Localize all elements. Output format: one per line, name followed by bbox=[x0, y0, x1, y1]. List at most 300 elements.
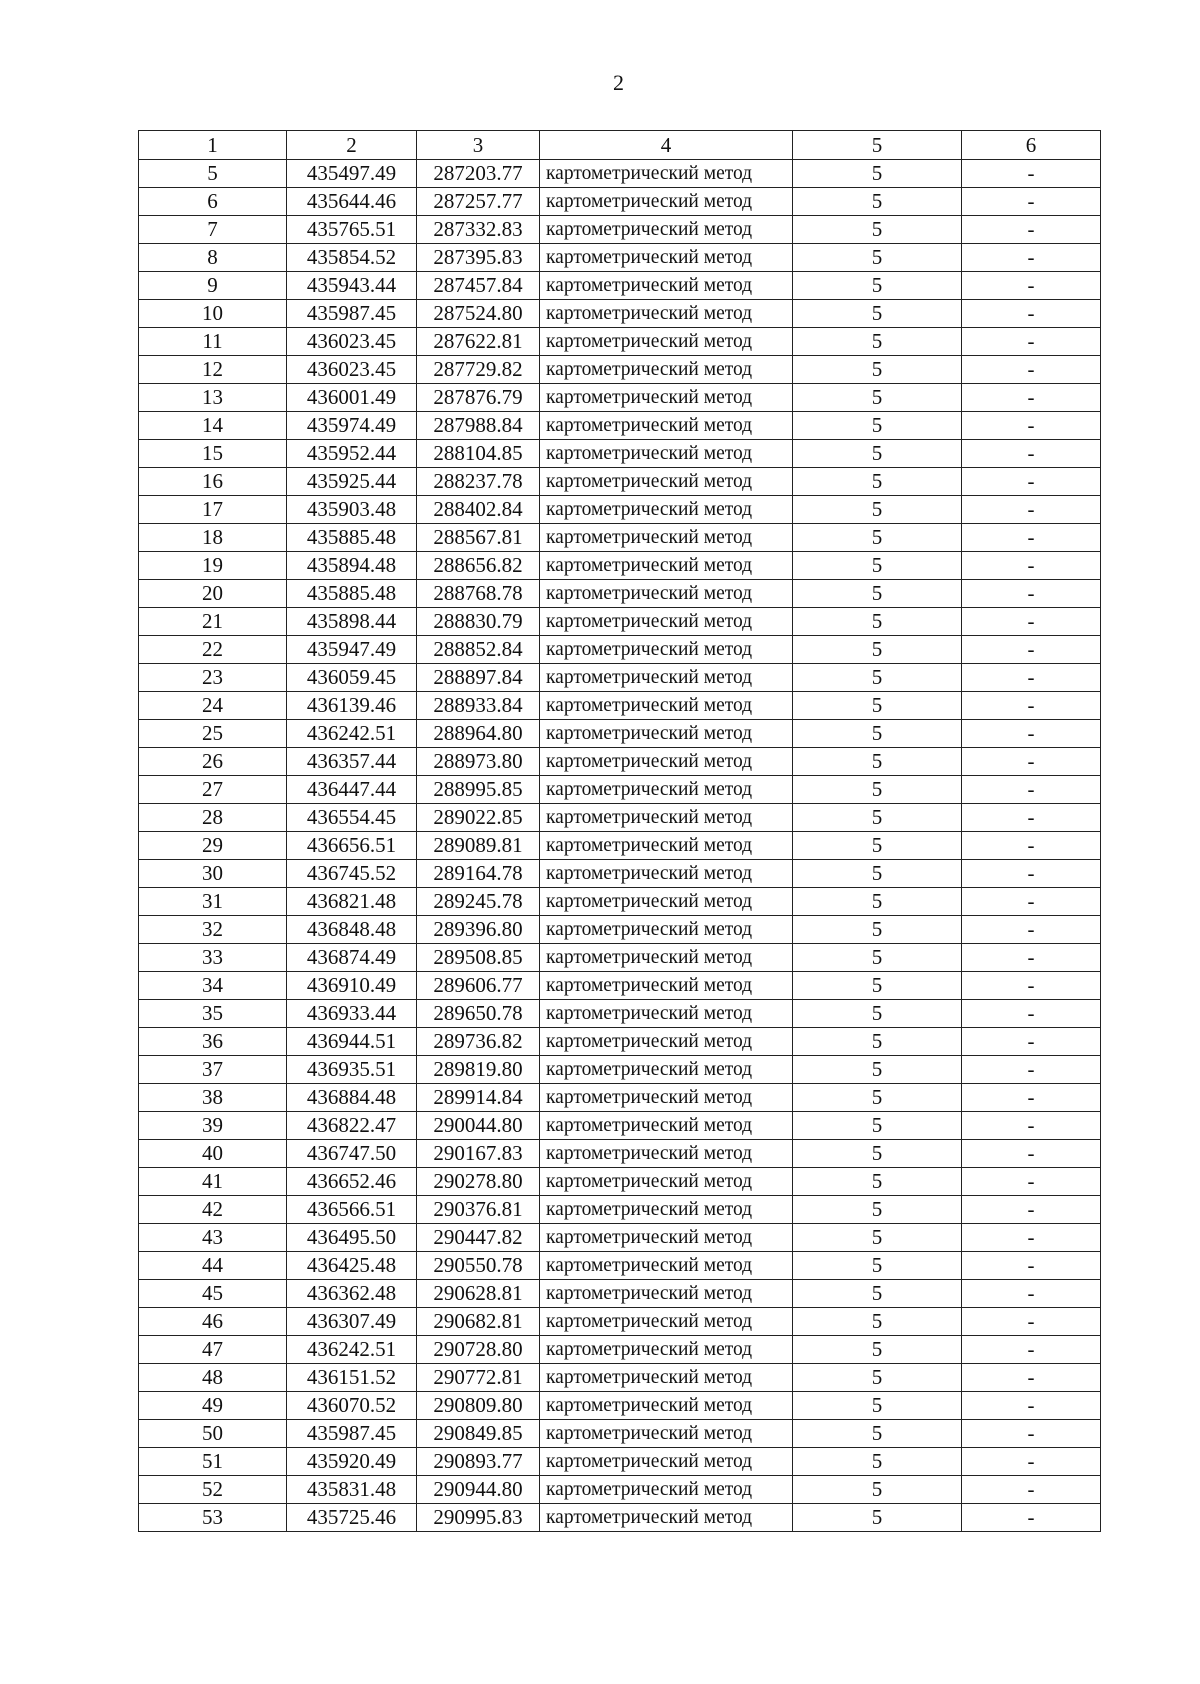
accuracy-cell: 5 bbox=[793, 272, 962, 300]
table-row bbox=[139, 664, 1101, 692]
point-number-cell: 17 bbox=[139, 496, 287, 524]
x-coordinate-cell: 436362.48 bbox=[287, 1280, 417, 1308]
note-cell: - bbox=[962, 860, 1101, 888]
page-number: 2 bbox=[613, 70, 624, 95]
note-cell: - bbox=[962, 608, 1101, 636]
point-number-cell: 27 bbox=[139, 776, 287, 804]
method-cell: картометрический метод bbox=[540, 524, 793, 552]
table-row bbox=[139, 1392, 1101, 1420]
table-row bbox=[139, 216, 1101, 244]
method-cell: картометрический метод bbox=[540, 1000, 793, 1028]
x-coordinate-cell: 436747.50 bbox=[287, 1140, 417, 1168]
note-cell: - bbox=[962, 1196, 1101, 1224]
note-cell: - bbox=[962, 1448, 1101, 1476]
coordinates-table bbox=[138, 130, 1101, 1532]
note-cell: - bbox=[962, 804, 1101, 832]
y-coordinate-cell: 290550.78 bbox=[417, 1252, 540, 1280]
note-cell: - bbox=[962, 748, 1101, 776]
x-coordinate-cell: 435854.52 bbox=[287, 244, 417, 272]
method-cell: картометрический метод bbox=[540, 804, 793, 832]
note-cell: - bbox=[962, 440, 1101, 468]
accuracy-cell: 5 bbox=[793, 356, 962, 384]
point-number-cell: 34 bbox=[139, 972, 287, 1000]
x-coordinate-cell: 435947.49 bbox=[287, 636, 417, 664]
note-cell: - bbox=[962, 1504, 1101, 1532]
point-number-cell: 19 bbox=[139, 552, 287, 580]
method-cell: картометрический метод bbox=[540, 1140, 793, 1168]
accuracy-cell: 5 bbox=[793, 776, 962, 804]
accuracy-cell: 5 bbox=[793, 496, 962, 524]
note-cell: - bbox=[962, 384, 1101, 412]
x-coordinate-cell: 435894.48 bbox=[287, 552, 417, 580]
y-coordinate-cell: 288830.79 bbox=[417, 608, 540, 636]
accuracy-cell: 5 bbox=[793, 524, 962, 552]
table-row bbox=[139, 1252, 1101, 1280]
table-row bbox=[139, 1448, 1101, 1476]
x-coordinate-cell: 436910.49 bbox=[287, 972, 417, 1000]
point-number-cell: 44 bbox=[139, 1252, 287, 1280]
y-coordinate-cell: 289396.80 bbox=[417, 916, 540, 944]
table-row bbox=[139, 244, 1101, 272]
accuracy-cell: 5 bbox=[793, 832, 962, 860]
table-row bbox=[139, 1364, 1101, 1392]
header-row bbox=[139, 131, 1101, 160]
y-coordinate-cell: 289164.78 bbox=[417, 860, 540, 888]
note-cell: - bbox=[962, 524, 1101, 552]
x-coordinate-cell: 436935.51 bbox=[287, 1056, 417, 1084]
y-coordinate-cell: 288104.85 bbox=[417, 440, 540, 468]
table-row bbox=[139, 1000, 1101, 1028]
table-row bbox=[139, 496, 1101, 524]
note-cell: - bbox=[962, 1392, 1101, 1420]
table-row bbox=[139, 1140, 1101, 1168]
x-coordinate-cell: 435920.49 bbox=[287, 1448, 417, 1476]
point-number-cell: 12 bbox=[139, 356, 287, 384]
point-number-cell: 50 bbox=[139, 1420, 287, 1448]
accuracy-cell: 5 bbox=[793, 1252, 962, 1280]
accuracy-cell: 5 bbox=[793, 1504, 962, 1532]
method-cell: картометрический метод bbox=[540, 916, 793, 944]
point-number-cell: 52 bbox=[139, 1476, 287, 1504]
method-cell: картометрический метод bbox=[540, 1308, 793, 1336]
column-header-5: 5 bbox=[793, 131, 962, 160]
y-coordinate-cell: 290944.80 bbox=[417, 1476, 540, 1504]
accuracy-cell: 5 bbox=[793, 328, 962, 356]
note-cell: - bbox=[962, 1224, 1101, 1252]
y-coordinate-cell: 289914.84 bbox=[417, 1084, 540, 1112]
table-row bbox=[139, 916, 1101, 944]
accuracy-cell: 5 bbox=[793, 1112, 962, 1140]
method-cell: картометрический метод bbox=[540, 888, 793, 916]
method-cell: картометрический метод bbox=[540, 160, 793, 188]
method-cell: картометрический метод bbox=[540, 608, 793, 636]
point-number-cell: 36 bbox=[139, 1028, 287, 1056]
table-row bbox=[139, 384, 1101, 412]
x-coordinate-cell: 435725.46 bbox=[287, 1504, 417, 1532]
x-coordinate-cell: 436745.52 bbox=[287, 860, 417, 888]
note-cell: - bbox=[962, 1280, 1101, 1308]
method-cell: картометрический метод bbox=[540, 580, 793, 608]
accuracy-cell: 5 bbox=[793, 692, 962, 720]
point-number-cell: 8 bbox=[139, 244, 287, 272]
table-row bbox=[139, 1112, 1101, 1140]
table-row bbox=[139, 804, 1101, 832]
table-row bbox=[139, 1336, 1101, 1364]
x-coordinate-cell: 435898.44 bbox=[287, 608, 417, 636]
note-cell: - bbox=[962, 692, 1101, 720]
y-coordinate-cell: 288402.84 bbox=[417, 496, 540, 524]
accuracy-cell: 5 bbox=[793, 244, 962, 272]
note-cell: - bbox=[962, 1420, 1101, 1448]
note-cell: - bbox=[962, 1168, 1101, 1196]
table-row bbox=[139, 160, 1101, 188]
x-coordinate-cell: 435885.48 bbox=[287, 580, 417, 608]
table-row bbox=[139, 1308, 1101, 1336]
table-row bbox=[139, 1168, 1101, 1196]
table-row bbox=[139, 272, 1101, 300]
accuracy-cell: 5 bbox=[793, 1280, 962, 1308]
point-number-cell: 41 bbox=[139, 1168, 287, 1196]
y-coordinate-cell: 290682.81 bbox=[417, 1308, 540, 1336]
x-coordinate-cell: 436884.48 bbox=[287, 1084, 417, 1112]
y-coordinate-cell: 288897.84 bbox=[417, 664, 540, 692]
y-coordinate-cell: 288237.78 bbox=[417, 468, 540, 496]
table-row bbox=[139, 468, 1101, 496]
point-number-cell: 5 bbox=[139, 160, 287, 188]
point-number-cell: 33 bbox=[139, 944, 287, 972]
y-coordinate-cell: 290728.80 bbox=[417, 1336, 540, 1364]
y-coordinate-cell: 290447.82 bbox=[417, 1224, 540, 1252]
y-coordinate-cell: 289819.80 bbox=[417, 1056, 540, 1084]
note-cell: - bbox=[962, 1140, 1101, 1168]
method-cell: картометрический метод bbox=[540, 1336, 793, 1364]
note-cell: - bbox=[962, 832, 1101, 860]
point-number-cell: 13 bbox=[139, 384, 287, 412]
method-cell: картометрический метод bbox=[540, 720, 793, 748]
y-coordinate-cell: 287332.83 bbox=[417, 216, 540, 244]
accuracy-cell: 5 bbox=[793, 888, 962, 916]
table-row bbox=[139, 328, 1101, 356]
point-number-cell: 28 bbox=[139, 804, 287, 832]
point-number-cell: 11 bbox=[139, 328, 287, 356]
y-coordinate-cell: 290995.83 bbox=[417, 1504, 540, 1532]
method-cell: картометрический метод bbox=[540, 1364, 793, 1392]
point-number-cell: 14 bbox=[139, 412, 287, 440]
method-cell: картометрический метод bbox=[540, 272, 793, 300]
method-cell: картометрический метод bbox=[540, 748, 793, 776]
table-row bbox=[139, 832, 1101, 860]
method-cell: картометрический метод bbox=[540, 552, 793, 580]
point-number-cell: 10 bbox=[139, 300, 287, 328]
accuracy-cell: 5 bbox=[793, 1196, 962, 1224]
column-header-2: 2 bbox=[287, 131, 417, 160]
note-cell: - bbox=[962, 300, 1101, 328]
table-row bbox=[139, 1224, 1101, 1252]
method-cell: картометрический метод bbox=[540, 636, 793, 664]
accuracy-cell: 5 bbox=[793, 608, 962, 636]
x-coordinate-cell: 436554.45 bbox=[287, 804, 417, 832]
point-number-cell: 43 bbox=[139, 1224, 287, 1252]
note-cell: - bbox=[962, 328, 1101, 356]
note-cell: - bbox=[962, 1056, 1101, 1084]
table-row bbox=[139, 1476, 1101, 1504]
note-cell: - bbox=[962, 356, 1101, 384]
point-number-cell: 20 bbox=[139, 580, 287, 608]
accuracy-cell: 5 bbox=[793, 552, 962, 580]
method-cell: картометрический метод bbox=[540, 1224, 793, 1252]
table-row bbox=[139, 188, 1101, 216]
method-cell: картометрический метод bbox=[540, 1448, 793, 1476]
method-cell: картометрический метод bbox=[540, 328, 793, 356]
accuracy-cell: 5 bbox=[793, 1140, 962, 1168]
y-coordinate-cell: 288567.81 bbox=[417, 524, 540, 552]
method-cell: картометрический метод bbox=[540, 1084, 793, 1112]
x-coordinate-cell: 436848.48 bbox=[287, 916, 417, 944]
accuracy-cell: 5 bbox=[793, 160, 962, 188]
x-coordinate-cell: 436495.50 bbox=[287, 1224, 417, 1252]
point-number-cell: 35 bbox=[139, 1000, 287, 1028]
note-cell: - bbox=[962, 1028, 1101, 1056]
x-coordinate-cell: 436652.46 bbox=[287, 1168, 417, 1196]
y-coordinate-cell: 290809.80 bbox=[417, 1392, 540, 1420]
y-coordinate-cell: 290044.80 bbox=[417, 1112, 540, 1140]
accuracy-cell: 5 bbox=[793, 972, 962, 1000]
y-coordinate-cell: 290167.83 bbox=[417, 1140, 540, 1168]
accuracy-cell: 5 bbox=[793, 188, 962, 216]
point-number-cell: 42 bbox=[139, 1196, 287, 1224]
method-cell: картометрический метод bbox=[540, 1504, 793, 1532]
x-coordinate-cell: 436023.45 bbox=[287, 328, 417, 356]
x-coordinate-cell: 436944.51 bbox=[287, 1028, 417, 1056]
accuracy-cell: 5 bbox=[793, 804, 962, 832]
method-cell: картометрический метод bbox=[540, 496, 793, 524]
table-row bbox=[139, 524, 1101, 552]
x-coordinate-cell: 436821.48 bbox=[287, 888, 417, 916]
y-coordinate-cell: 290772.81 bbox=[417, 1364, 540, 1392]
x-coordinate-cell: 435987.45 bbox=[287, 300, 417, 328]
y-coordinate-cell: 289508.85 bbox=[417, 944, 540, 972]
table-header bbox=[139, 131, 1101, 160]
table-row bbox=[139, 1028, 1101, 1056]
note-cell: - bbox=[962, 1000, 1101, 1028]
table-row bbox=[139, 412, 1101, 440]
point-number-cell: 31 bbox=[139, 888, 287, 916]
accuracy-cell: 5 bbox=[793, 1000, 962, 1028]
accuracy-cell: 5 bbox=[793, 384, 962, 412]
table-row bbox=[139, 1084, 1101, 1112]
note-cell: - bbox=[962, 636, 1101, 664]
y-coordinate-cell: 287729.82 bbox=[417, 356, 540, 384]
accuracy-cell: 5 bbox=[793, 468, 962, 496]
point-number-cell: 21 bbox=[139, 608, 287, 636]
note-cell: - bbox=[962, 1364, 1101, 1392]
accuracy-cell: 5 bbox=[793, 1336, 962, 1364]
point-number-cell: 49 bbox=[139, 1392, 287, 1420]
table-row bbox=[139, 776, 1101, 804]
table-row bbox=[139, 300, 1101, 328]
y-coordinate-cell: 288933.84 bbox=[417, 692, 540, 720]
note-cell: - bbox=[962, 244, 1101, 272]
point-number-cell: 40 bbox=[139, 1140, 287, 1168]
x-coordinate-cell: 435885.48 bbox=[287, 524, 417, 552]
point-number-cell: 15 bbox=[139, 440, 287, 468]
y-coordinate-cell: 287524.80 bbox=[417, 300, 540, 328]
point-number-cell: 45 bbox=[139, 1280, 287, 1308]
point-number-cell: 22 bbox=[139, 636, 287, 664]
table-body bbox=[139, 160, 1101, 1532]
point-number-cell: 16 bbox=[139, 468, 287, 496]
accuracy-cell: 5 bbox=[793, 1420, 962, 1448]
method-cell: картометрический метод bbox=[540, 1056, 793, 1084]
accuracy-cell: 5 bbox=[793, 1056, 962, 1084]
method-cell: картометрический метод bbox=[540, 832, 793, 860]
accuracy-cell: 5 bbox=[793, 720, 962, 748]
accuracy-cell: 5 bbox=[793, 916, 962, 944]
accuracy-cell: 5 bbox=[793, 664, 962, 692]
x-coordinate-cell: 436151.52 bbox=[287, 1364, 417, 1392]
point-number-cell: 6 bbox=[139, 188, 287, 216]
x-coordinate-cell: 436656.51 bbox=[287, 832, 417, 860]
x-coordinate-cell: 435974.49 bbox=[287, 412, 417, 440]
table-row bbox=[139, 1196, 1101, 1224]
note-cell: - bbox=[962, 776, 1101, 804]
y-coordinate-cell: 288768.78 bbox=[417, 580, 540, 608]
note-cell: - bbox=[962, 160, 1101, 188]
accuracy-cell: 5 bbox=[793, 412, 962, 440]
column-header-3: 3 bbox=[417, 131, 540, 160]
x-coordinate-cell: 436425.48 bbox=[287, 1252, 417, 1280]
point-number-cell: 46 bbox=[139, 1308, 287, 1336]
accuracy-cell: 5 bbox=[793, 748, 962, 776]
table-row bbox=[139, 636, 1101, 664]
method-cell: картометрический метод bbox=[540, 188, 793, 216]
table-row bbox=[139, 552, 1101, 580]
point-number-cell: 7 bbox=[139, 216, 287, 244]
column-header-6: 6 bbox=[962, 131, 1101, 160]
point-number-cell: 24 bbox=[139, 692, 287, 720]
method-cell: картометрический метод bbox=[540, 664, 793, 692]
note-cell: - bbox=[962, 552, 1101, 580]
y-coordinate-cell: 287257.77 bbox=[417, 188, 540, 216]
x-coordinate-cell: 435952.44 bbox=[287, 440, 417, 468]
method-cell: картометрический метод bbox=[540, 244, 793, 272]
note-cell: - bbox=[962, 1336, 1101, 1364]
y-coordinate-cell: 288995.85 bbox=[417, 776, 540, 804]
x-coordinate-cell: 436139.46 bbox=[287, 692, 417, 720]
method-cell: картометрический метод bbox=[540, 1028, 793, 1056]
accuracy-cell: 5 bbox=[793, 636, 962, 664]
y-coordinate-cell: 287876.79 bbox=[417, 384, 540, 412]
note-cell: - bbox=[962, 1084, 1101, 1112]
point-number-cell: 47 bbox=[139, 1336, 287, 1364]
point-number-cell: 25 bbox=[139, 720, 287, 748]
method-cell: картометрический метод bbox=[540, 1196, 793, 1224]
y-coordinate-cell: 290376.81 bbox=[417, 1196, 540, 1224]
table-row bbox=[139, 1504, 1101, 1532]
method-cell: картометрический метод bbox=[540, 1392, 793, 1420]
y-coordinate-cell: 289022.85 bbox=[417, 804, 540, 832]
note-cell: - bbox=[962, 272, 1101, 300]
point-number-cell: 32 bbox=[139, 916, 287, 944]
point-number-cell: 38 bbox=[139, 1084, 287, 1112]
note-cell: - bbox=[962, 216, 1101, 244]
note-cell: - bbox=[962, 916, 1101, 944]
y-coordinate-cell: 288852.84 bbox=[417, 636, 540, 664]
note-cell: - bbox=[962, 188, 1101, 216]
method-cell: картометрический метод bbox=[540, 776, 793, 804]
x-coordinate-cell: 436307.49 bbox=[287, 1308, 417, 1336]
table-row bbox=[139, 440, 1101, 468]
method-cell: картометрический метод bbox=[540, 468, 793, 496]
y-coordinate-cell: 290849.85 bbox=[417, 1420, 540, 1448]
method-cell: картометрический метод bbox=[540, 1112, 793, 1140]
y-coordinate-cell: 289650.78 bbox=[417, 1000, 540, 1028]
y-coordinate-cell: 287395.83 bbox=[417, 244, 540, 272]
accuracy-cell: 5 bbox=[793, 1224, 962, 1252]
table-row bbox=[139, 580, 1101, 608]
accuracy-cell: 5 bbox=[793, 1084, 962, 1112]
y-coordinate-cell: 290628.81 bbox=[417, 1280, 540, 1308]
y-coordinate-cell: 288973.80 bbox=[417, 748, 540, 776]
x-coordinate-cell: 436874.49 bbox=[287, 944, 417, 972]
method-cell: картометрический метод bbox=[540, 944, 793, 972]
accuracy-cell: 5 bbox=[793, 1392, 962, 1420]
note-cell: - bbox=[962, 720, 1101, 748]
table-row bbox=[139, 888, 1101, 916]
method-cell: картометрический метод bbox=[540, 440, 793, 468]
accuracy-cell: 5 bbox=[793, 1028, 962, 1056]
y-coordinate-cell: 287622.81 bbox=[417, 328, 540, 356]
y-coordinate-cell: 289245.78 bbox=[417, 888, 540, 916]
x-coordinate-cell: 435943.44 bbox=[287, 272, 417, 300]
table-row bbox=[139, 608, 1101, 636]
method-cell: картометрический метод bbox=[540, 1168, 793, 1196]
note-cell: - bbox=[962, 412, 1101, 440]
point-number-cell: 51 bbox=[139, 1448, 287, 1476]
y-coordinate-cell: 289736.82 bbox=[417, 1028, 540, 1056]
note-cell: - bbox=[962, 468, 1101, 496]
y-coordinate-cell: 288964.80 bbox=[417, 720, 540, 748]
table-row bbox=[139, 1280, 1101, 1308]
accuracy-cell: 5 bbox=[793, 1448, 962, 1476]
y-coordinate-cell: 288656.82 bbox=[417, 552, 540, 580]
x-coordinate-cell: 436242.51 bbox=[287, 720, 417, 748]
y-coordinate-cell: 290278.80 bbox=[417, 1168, 540, 1196]
y-coordinate-cell: 290893.77 bbox=[417, 1448, 540, 1476]
x-coordinate-cell: 435987.45 bbox=[287, 1420, 417, 1448]
accuracy-cell: 5 bbox=[793, 300, 962, 328]
table-row bbox=[139, 1056, 1101, 1084]
accuracy-cell: 5 bbox=[793, 1308, 962, 1336]
column-header-1: 1 bbox=[139, 131, 287, 160]
x-coordinate-cell: 436001.49 bbox=[287, 384, 417, 412]
method-cell: картометрический метод bbox=[540, 412, 793, 440]
x-coordinate-cell: 435903.48 bbox=[287, 496, 417, 524]
method-cell: картометрический метод bbox=[540, 692, 793, 720]
method-cell: картометрический метод bbox=[540, 1420, 793, 1448]
note-cell: - bbox=[962, 1252, 1101, 1280]
accuracy-cell: 5 bbox=[793, 1364, 962, 1392]
note-cell: - bbox=[962, 1476, 1101, 1504]
note-cell: - bbox=[962, 944, 1101, 972]
table-row bbox=[139, 860, 1101, 888]
x-coordinate-cell: 435831.48 bbox=[287, 1476, 417, 1504]
point-number-cell: 23 bbox=[139, 664, 287, 692]
method-cell: картометрический метод bbox=[540, 216, 793, 244]
x-coordinate-cell: 435644.46 bbox=[287, 188, 417, 216]
y-coordinate-cell: 287988.84 bbox=[417, 412, 540, 440]
point-number-cell: 53 bbox=[139, 1504, 287, 1532]
